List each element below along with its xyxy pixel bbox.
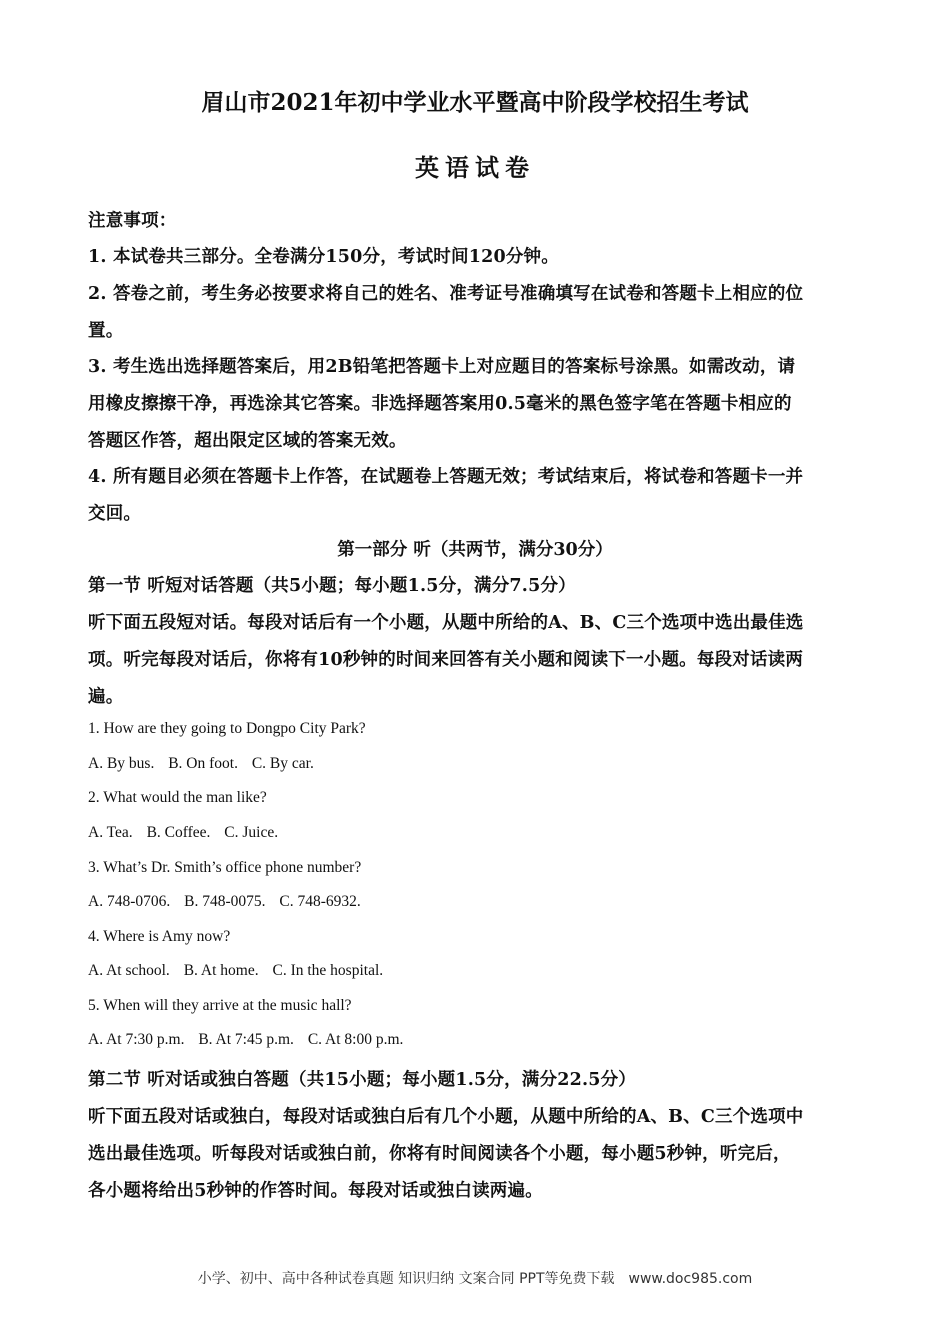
- section2-instruction: 听下面五段对话或独白，每段对话或独白后有几个小题，从题中所给的A、B、C三个选项中: [88, 1107, 804, 1127]
- section1-heading: 第一节 听短对话答题（共5小题；每小题1.5分，满分7.5分）: [88, 576, 576, 596]
- question-3: 3. What’s Dr. Smith’s office phone number?: [88, 859, 362, 876]
- option-c: C. 748-6932.: [279, 893, 361, 910]
- notice-heading: 注意事项：: [88, 211, 177, 231]
- notice-line: 答题区作答，超出限定区域的答案无效。: [88, 431, 407, 451]
- option-c: C. Juice.: [224, 824, 279, 841]
- option-b: B. 748-0075.: [184, 893, 266, 910]
- page-footer: 小学、初中、高中各种试卷真题 知识归纳 文案合同 PPT等免费下载 www.doc985.com: [197, 1271, 753, 1287]
- notice-line: 4. 所有题目必须在答题卡上作答，在试题卷上答题无效；考试结束后，将试卷和答题卡一并: [88, 467, 804, 487]
- option-b: B. Coffee.: [146, 824, 211, 841]
- notice-line: 1. 本试卷共三部分。全卷满分150分，考试时间120分钟。: [88, 247, 559, 267]
- question-5-options: [88, 1031, 403, 1049]
- section2-instruction: 选出最佳选项。听每段对话或独白前，你将有时间阅读各个小题，每小题5秒钟，听完后，: [88, 1144, 791, 1164]
- option-a: A. At 7:30 p.m.: [88, 1031, 185, 1048]
- exam-title: 眉山市2021年初中学业水平暨高中阶段学校招生考试: [201, 89, 749, 116]
- notice-line: 2. 答卷之前，考生务必按要求将自己的姓名、准考证号准确填写在试卷和答题卡上相应的位: [88, 284, 804, 304]
- part1-heading: 第一部分 听（共两节，满分30分）: [337, 540, 613, 560]
- question-5: 5. When will they arrive at the music hall?: [88, 997, 352, 1014]
- question-2: 2. What would the man like?: [88, 789, 267, 806]
- option-a: A. At school.: [88, 962, 170, 979]
- question-1: 1. How are they going to Dongpo City Park?: [88, 720, 366, 737]
- option-b: B. At home.: [183, 962, 259, 979]
- notice-line: 3. 考生选出选择题答案后，用2B铅笔把答题卡上对应题目的答案标号涂黑。如需改动，请: [88, 357, 796, 377]
- option-a: A. 748-0706.: [88, 893, 171, 910]
- notice-line: 置。: [88, 321, 124, 341]
- question-1-options: [88, 755, 314, 773]
- option-a: A. By bus.: [88, 755, 155, 772]
- section2-heading: 第二节 听对话或独白答题（共15小题；每小题1.5分，满分22.5分）: [88, 1070, 637, 1090]
- option-c: C. By car.: [251, 755, 314, 772]
- notice-line: 交回。: [88, 504, 142, 524]
- question-3-options: [88, 893, 361, 911]
- section1-instruction: 项。听完每段对话后，你将有10秒钟的时间来回答有关小题和阅读下一小题。每段对话读两: [88, 650, 804, 670]
- question-2-options: [88, 824, 278, 842]
- section1-instruction: 遍。: [88, 687, 124, 707]
- exam-subtitle: 英语试卷: [415, 153, 535, 182]
- section1-instruction: 听下面五段短对话。每段对话后有一个小题，从题中所给的A、B、C三个选项中选出最佳选: [88, 613, 804, 633]
- option-b: B. At 7:45 p.m.: [198, 1031, 294, 1048]
- option-a: A. Tea.: [88, 824, 133, 841]
- option-c: C. At 8:00 p.m.: [307, 1031, 404, 1048]
- option-b: B. On foot.: [168, 755, 238, 772]
- question-4: 4. Where is Amy now?: [88, 928, 231, 945]
- section2-instruction: 各小题将给出5秒钟的作答时间。每段对话或独白读两遍。: [88, 1181, 543, 1201]
- option-c: C. In the hospital.: [272, 962, 384, 979]
- notice-line: 用橡皮擦擦干净，再选涂其它答案。非选择题答案用0.5毫米的黑色签字笔在答题卡相应的: [88, 394, 792, 414]
- question-4-options: [88, 962, 383, 980]
